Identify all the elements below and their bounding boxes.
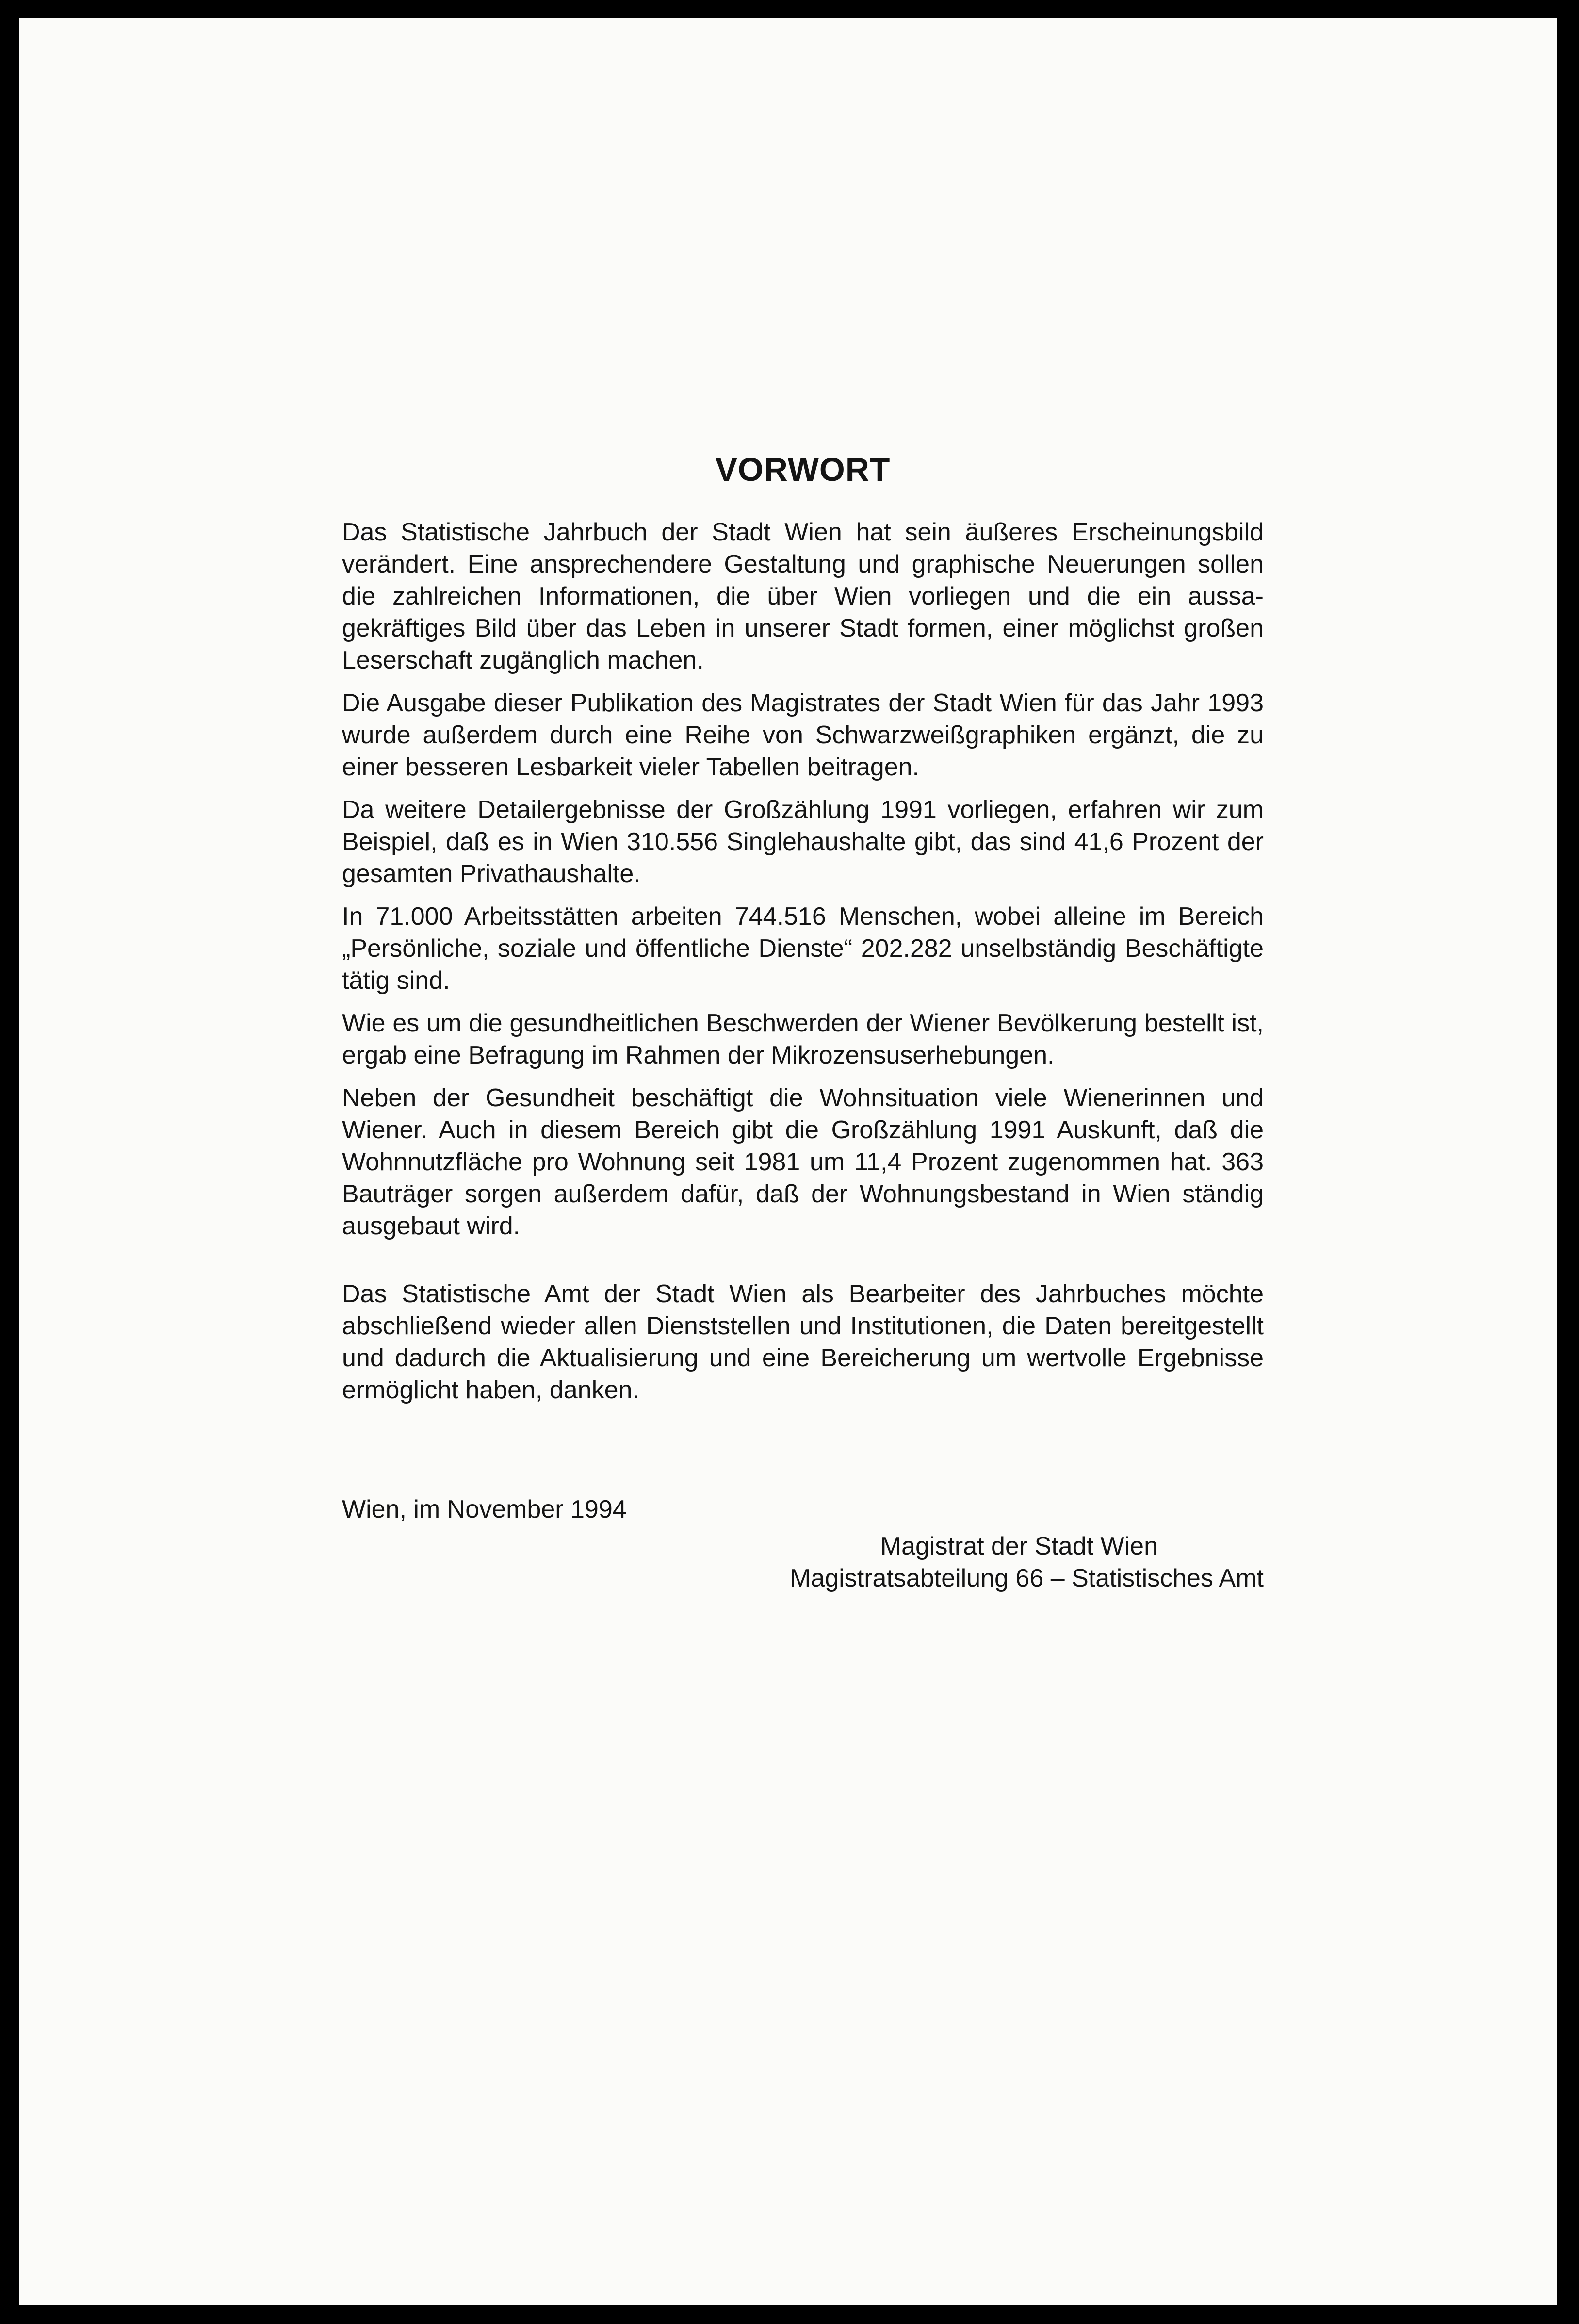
- signature-block: [342, 1530, 1264, 1594]
- page-sheet: [19, 18, 1557, 2305]
- paragraph-1: Das Statistische Jahrbuch der Stadt Wien hat sein äußeres Erscheinungsbild verändert. Eine ansprechendere Gestaltung und graphische Neuerungen sollen die zahlreichen Informationen, die über Wien vorliegen und die ein aussagekräftiges Bild über das Leben in unserer Stadt formen, einer möglichst großen Leserschaft zugänglich machen.: [342, 518, 1264, 674]
- place-date: Wien, im November 1994: [342, 1495, 627, 1523]
- paragraph-7: Das Statistische Amt der Stadt Wien als Bearbeiter des Jahrbuches möchte abschließend wieder allen Dienststellen und Institutionen, die Daten bereitgestellt und dadurch die Aktualisierung und eine Bereicherung um wertvolle Ergebnisse ermöglicht haben, danken.: [342, 1280, 1264, 1404]
- paragraph-6: Neben der Gesundheit beschäftigt die Wohnsituation viele Wienerinnen und Wiener. Auch in diesem Bereich gibt die Großzählung 1991 Auskunft, daß die Wohnnutzfläche pro Wohnung seit 1981 um 11,4 Prozent zugenommen hat. 363 Bauträger sorgen außerdem dafür, daß der Wohnungsbestand in Wien ständig ausgebaut wird.: [342, 1084, 1264, 1240]
- paragraph-5: Wie es um die gesundheitlichen Beschwerden der Wiener Bevölkerung bestellt ist, ergab eine Befragung im Rahmen der Mikrozensuserhebungen.: [342, 1009, 1264, 1069]
- paragraph-3: Da weitere Detailergebnisse der Großzählung 1991 vorliegen, erfahren wir zum Beispiel, daß es in Wien 310.556 Singlehaushalte gibt, das sind 41,6 Prozent der gesamten Privathaushalte.: [342, 796, 1264, 888]
- signature-line-1: Magistrat der Stadt Wien: [880, 1532, 1158, 1560]
- signature-line-2: Magistratsabteilung 66 – Statistisches Amt: [790, 1564, 1264, 1592]
- paragraph-2: Die Ausgabe dieser Publikation des Magistrates der Stadt Wien für das Jahr 1993 wurde außerdem durch eine Reihe von Schwarzweißgraphiken ergänzt, die zu einer besseren Lesbarkeit vieler Tabellen beitragen.: [342, 689, 1264, 781]
- paragraph-4: In 71.000 Arbeitsstätten arbeiten 744.516 Menschen, wobei alleine im Bereich „Persönliche, soziale und öffentliche Dienste“ 202.282 unselbständig Beschäftigte tätig sind.: [342, 902, 1264, 995]
- page-title: VORWORT: [715, 451, 891, 488]
- document-body: [342, 450, 1264, 1594]
